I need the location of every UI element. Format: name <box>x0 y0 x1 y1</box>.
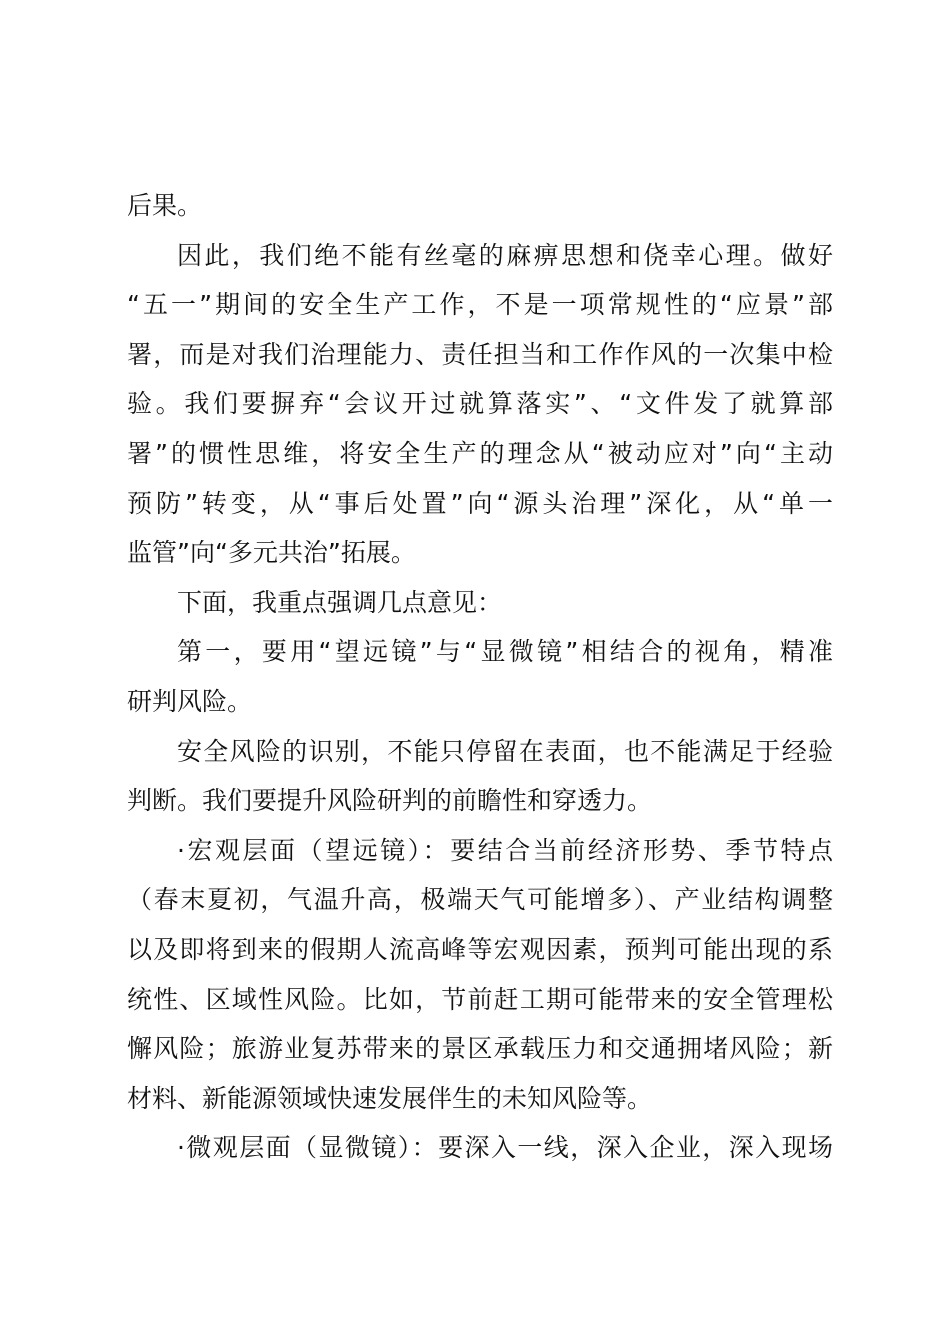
text-line: 验。我们要摒弃“会议开过就算落实”、“文件发了就算部 <box>127 389 833 419</box>
text-line: 监管”向“多元共治”拓展。 <box>127 538 416 568</box>
text-line: 下面，我重点强调几点意见： <box>177 587 503 617</box>
text-line: 懈风险；旅游业复苏带来的景区承载压力和交通拥堵风险；新 <box>127 1034 833 1064</box>
text-line: 安全风险的识别，不能只停留在表面，也不能满足于经验 <box>177 736 833 766</box>
text-line: 因此，我们绝不能有丝毫的麻痹思想和侥幸心理。做好 <box>177 240 833 270</box>
text-line: 署”的惯性思维，将安全生产的理念从“被动应对”向“主动 <box>127 438 833 468</box>
text-line: 统性、区域性风险。比如，节前赶工期可能带来的安全管理松 <box>127 984 833 1014</box>
text-line: 第一，要用“望远镜”与“显微镜”相结合的视角，精准 <box>177 637 833 667</box>
text-line: 判断。我们要提升风险研判的前瞻性和穿透力。 <box>127 786 653 816</box>
text-line: 署，而是对我们治理能力、责任担当和工作作风的一次集中检 <box>127 339 833 369</box>
text-line: （春末夏初，气温升高，极端天气可能增多）、产业结构调整 <box>127 885 833 915</box>
text-line: “五一”期间的安全生产工作，不是一项常规性的“应景”部 <box>127 290 833 320</box>
text-line: 预防”转变，从“事后处置”向“源头治理”深化，从“单一 <box>127 488 833 518</box>
text-line: 研判风险。 <box>127 686 253 716</box>
body-text <box>127 181 833 1173</box>
text-line: ·微观层面（显微镜）：要深入一线，深入企业，深入现场 <box>177 1133 833 1163</box>
text-line: 后果。 <box>127 191 203 220</box>
text-line: 以及即将到来的假期人流高峰等宏观因素，预判可能出现的系 <box>127 934 833 964</box>
text-line: 材料、新能源领域快速发展伴生的未知风险等。 <box>127 1083 653 1113</box>
text-line: ·宏观层面（望远镜）：要结合当前经济形势、季节特点 <box>177 835 833 865</box>
